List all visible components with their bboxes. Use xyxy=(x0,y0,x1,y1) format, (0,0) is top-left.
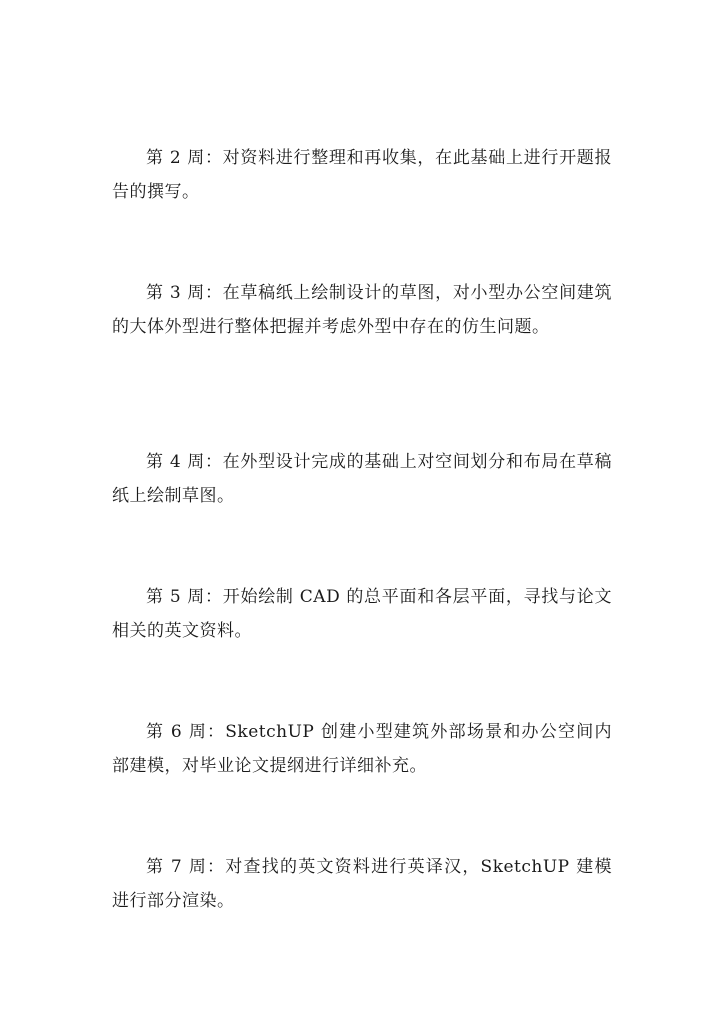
paragraph-week-2: 第 2 周：对资料进行整理和再收集，在此基础上进行开题报告的撰写。 xyxy=(112,148,612,202)
paragraph-week-3: 第 3 周：在草稿纸上绘制设计的草图，对小型办公空间建筑的大体外型进行整体把握并考虑外型中存在的仿生问题。 xyxy=(112,283,612,337)
paragraph-week-6: 第 6 周：SketchUP 创建小型建筑外部场景和办公空间内部建模，对毕业论文提纲进行详细补充。 xyxy=(112,722,612,776)
paragraph-week-4: 第 4 周：在外型设计完成的基础上对空间划分和布局在草稿纸上绘制草图。 xyxy=(112,452,612,506)
paragraph-week-5: 第 5 周：开始绘制 CAD 的总平面和各层平面，寻找与论文相关的英文资料。 xyxy=(112,587,612,641)
paragraph-week-7: 第 7 周：对查找的英文资料进行英译汉，SketchUP 建模进行部分渲染。 xyxy=(112,857,612,911)
